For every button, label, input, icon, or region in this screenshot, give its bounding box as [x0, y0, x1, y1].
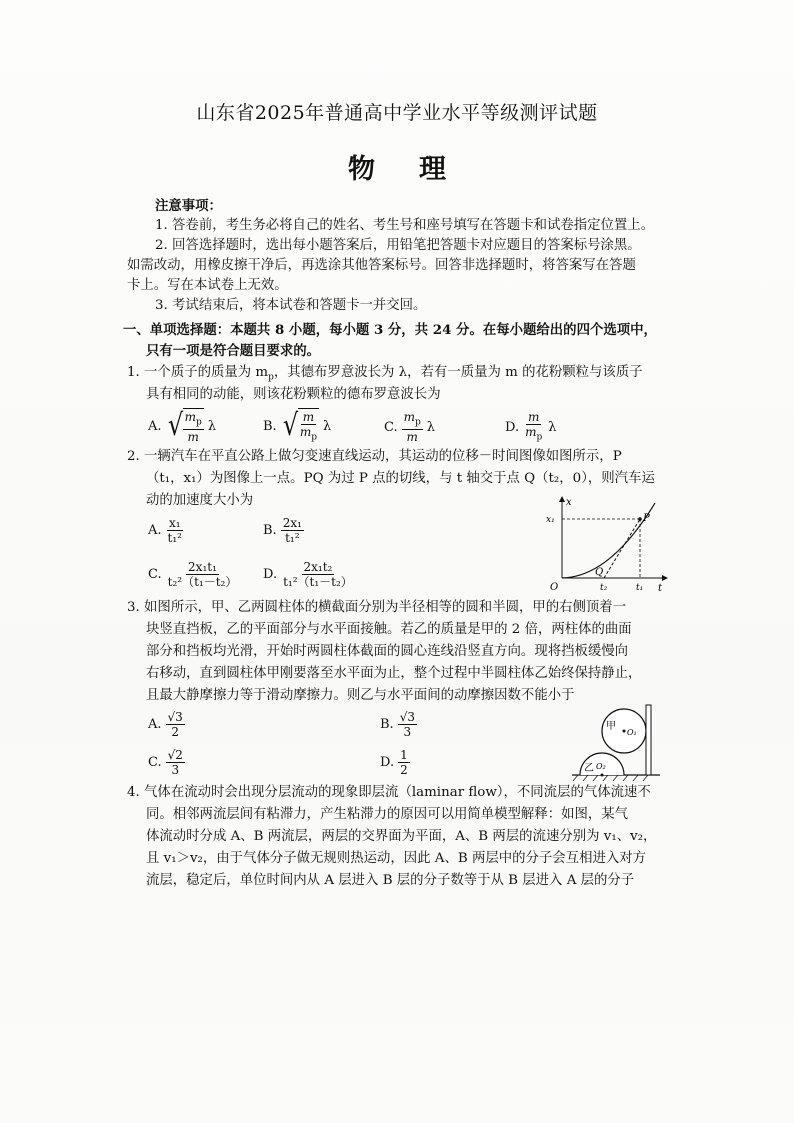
option-label: D. [380, 755, 395, 770]
q2-displacement-time-graph [540, 495, 670, 595]
q3-line5: 且最大静摩擦力等于滑动摩擦力。则乙与水平面间的动摩擦因数不能小于 [146, 688, 575, 703]
center-o1 [623, 730, 626, 733]
option-label: B. [263, 418, 277, 434]
q2-line3: 动的加速度大小为 [146, 493, 254, 508]
q1-option-b[interactable]: B. √ $\frac{m}{m_p}$ λ [263, 408, 332, 444]
ground-hatch [573, 775, 648, 781]
notice-item-3: 3. 考试结束后，将本试卷和答题卡一并交回。 [155, 298, 427, 313]
q2-option-b[interactable]: B. $\frac{\text{2x₁}}{\text{t₁²}}$ [263, 516, 302, 545]
q3-cylinders-figure [570, 703, 670, 783]
q1-option-d[interactable]: D. $\frac{m}{m_p}$ λ [505, 410, 557, 443]
q4-line1: 4. 气体在流动时会出现分层流动的现象即层流（laminar flow），不同流层的气体流速不 [127, 785, 651, 800]
option-label: B. [263, 523, 277, 538]
center-o2 [601, 774, 604, 777]
q1-option-a[interactable]: A. √ $\frac{m_p}{m}$ λ [148, 408, 217, 445]
q-label: Q [595, 567, 604, 578]
option-label: C. [148, 755, 162, 770]
q3-option-b[interactable]: B. $\frac{√3}{3}$ [380, 710, 415, 739]
option-label: A. [148, 717, 162, 732]
q2-line1: 2. 一辆汽车在平直公路上做匀变速直线运动，其运动的位移－时间图像如图所示，P [127, 449, 622, 464]
vertical-baffle [646, 705, 651, 775]
option-label: D. [505, 419, 520, 435]
x-t-curve [562, 503, 655, 578]
q1-line1: 1. 一个质子的质量为 $m_p$，其德布罗意波长为 λ，若有一质量为 m 的花粉颗粒与该质子 [127, 365, 643, 383]
x1-label: x₁ [546, 515, 555, 525]
t1-label: t₁ [636, 583, 644, 593]
point-p [638, 517, 642, 521]
q3-line1: 3. 如图所示，甲、乙两圆柱体的横截面分别为半径相等的圆和半圆，甲的右侧顶着一 [127, 600, 627, 615]
option-label: B. [380, 717, 394, 732]
q1-option-c[interactable]: C. $\frac{m_p}{m}$ λ [384, 410, 436, 445]
yi-label: 乙 [584, 763, 594, 774]
notice-item-1: 1. 答卷前，考生务必将自己的姓名、考生号和座号填写在答题卡和试卷指定位置上。 [155, 218, 655, 233]
tangent-line [604, 519, 640, 578]
notice-item-2-cont: 如需改动，用橡皮擦干净后，再选涂其他答案标号。回答非选择题时，将答案写在答题 [127, 258, 636, 273]
q3-option-d[interactable]: D. $\frac{1}{2}$ [380, 748, 408, 777]
o2-label: O₂ [596, 762, 606, 771]
section-heading-cont: 只有一项是符合题目要求的。 [146, 343, 321, 359]
q3-option-a[interactable]: A. $\frac{√3}{2}$ [148, 710, 183, 739]
sqrt-symbol: √ $\frac{m_p}{m}$ [167, 408, 202, 445]
q3-option-c[interactable]: C. $\frac{√2}{3}$ [148, 748, 183, 777]
q4-line5: 流层，稳定后，单位时间内从 A 层进入 B 层的分子数等于从 B 层进入 A 层的分子 [146, 873, 635, 888]
q2-option-a[interactable]: A. $\frac{\text{x₁}}{\text{t₁²}}$ [148, 516, 182, 545]
t2-label: t₂ [600, 583, 608, 593]
q3-line3: 部分和挡板均光滑，开始时两圆柱体截面的圆心连线沿竖直方向。现将挡板缓慢向 [146, 644, 629, 659]
q3-line4: 右移动，直到圆柱体甲刚要落至水平面为止，整个过程中半圆柱体乙始终保持静止， [146, 666, 642, 681]
notice-item-2: 2. 回答选择题时，选出每小题答案后，用铅笔把答题卡对应题目的答案标号涂黑。 [155, 238, 641, 253]
section-heading: 一、单项选择题：本题共 8 小题，每小题 3 分，共 24 分。在每小题给出的四个选项中， [123, 322, 657, 338]
x-axis-label: x [566, 497, 572, 508]
notice-item-2-cont2: 卡上。写在本试卷上无效。 [127, 278, 288, 293]
option-label: A. [148, 418, 162, 434]
option-label: A. [148, 523, 162, 538]
option-label: D. [263, 567, 278, 582]
option-label: C. [148, 567, 162, 582]
origin-label: O [550, 582, 559, 593]
q2-line2: （t₁，x₁）为图像上一点。PQ 为过 P 点的切线，与 t 轴交于点 Q（t₂，0），则汽车运 [146, 471, 655, 486]
q2-option-c[interactable]: C. $\frac{\text{2x₁t₁}}{\text{t₂²（t₁－t₂）}}$ [148, 560, 238, 589]
q4-line2: 同。相邻两流层间有粘滞力，产生粘滞力的原因可以用简单模型解释：如图，某气 [146, 807, 629, 822]
jia-label: 甲 [606, 721, 616, 732]
q1-line2: 具有相同的动能，则该花粉颗粒的德布罗意波长为 [146, 387, 441, 402]
q4-line4: 且 v₁＞v₂，由于气体分子做无规则热运动，因此 A、B 两层中的分子会互相进入对方 [146, 851, 647, 866]
notice-heading: 注意事项： [155, 198, 222, 214]
t-axis-label: t [658, 583, 663, 594]
q3-line2: 块竖直挡板，乙的平面部分与水平面接触。若乙的质量是甲的 2 倍，两柱体的曲面 [146, 622, 632, 637]
exam-title: 山东省2025年普通高中学业水平等级测评试题 [196, 102, 598, 124]
q4-line3: 体流动时分成 A、B 两流层，两层的交界面为平面，A、B 两层的流速分别为 v₁、v₂， [146, 829, 657, 844]
sqrt-symbol: √ $\frac{m}{m_p}$ [282, 408, 317, 444]
q2-option-d[interactable]: D. $\frac{\text{2x₁t₂}}{\text{t₁²（t₁－t₂）}}$ [263, 560, 353, 589]
p-label: P [643, 513, 650, 524]
subject-title: 物理 [348, 154, 490, 185]
o1-label: O₁ [627, 728, 637, 737]
option-label: C. [384, 419, 398, 435]
